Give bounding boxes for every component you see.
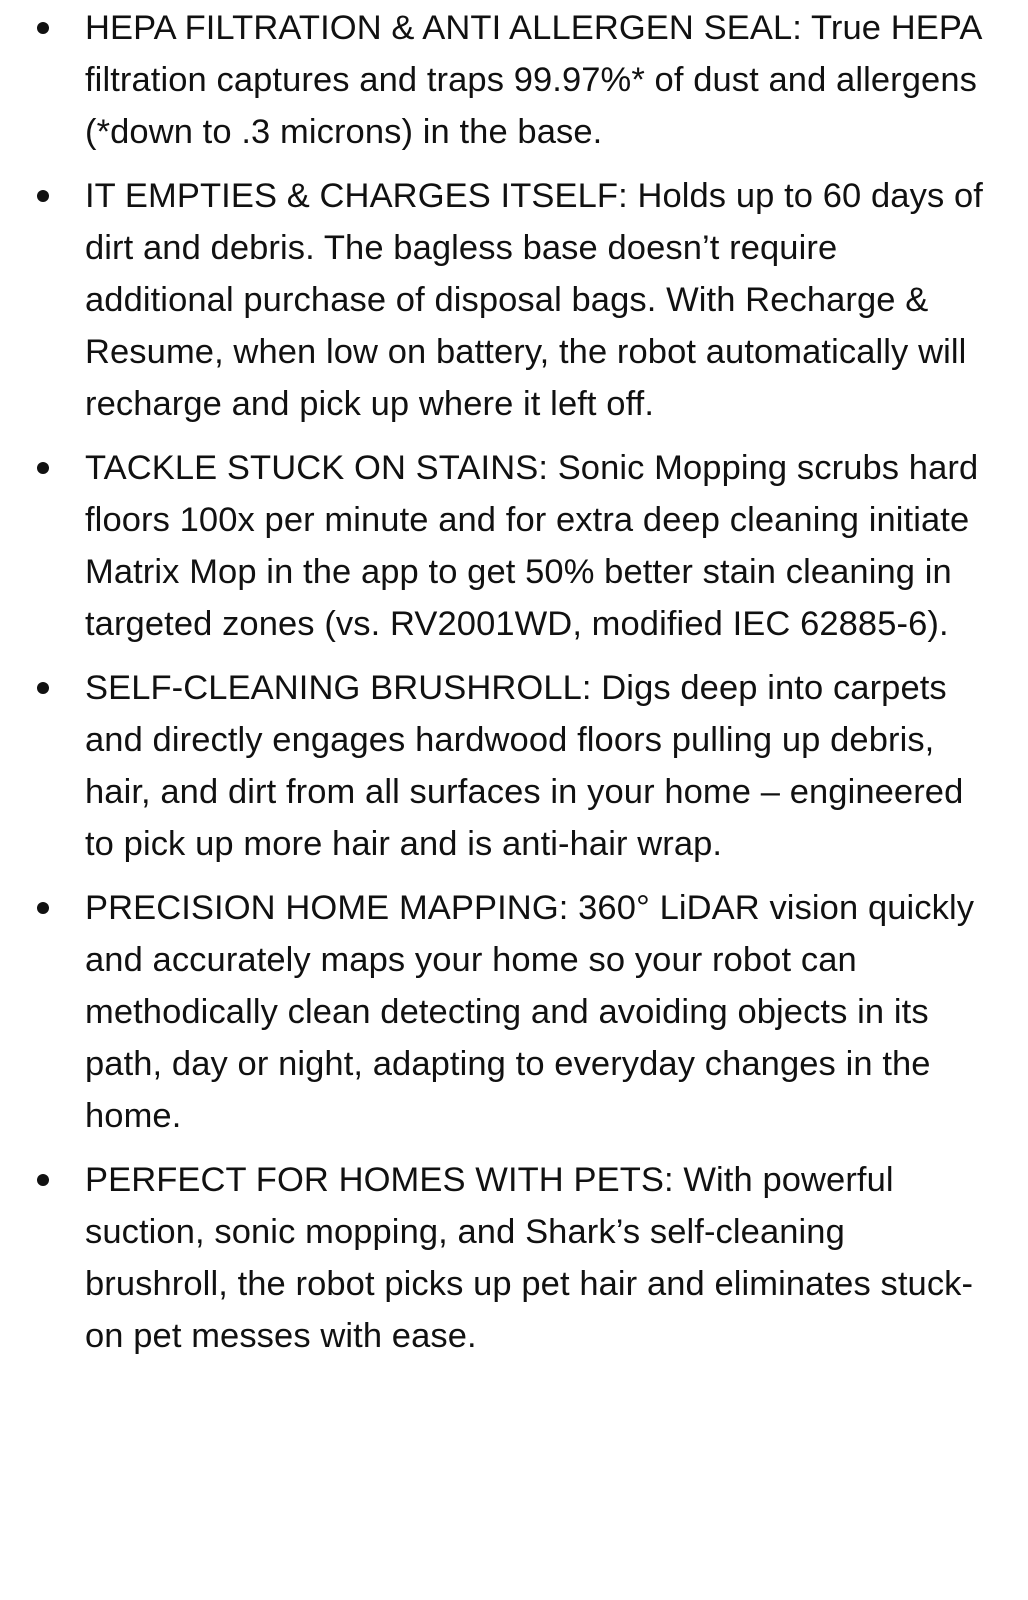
feature-text: PRECISION HOME MAPPING: 360° LiDAR vision quickly and accurately maps your home so your robot can methodically clean detecting and avoiding objects in its path, day or night, adapting to everyday changes in the home. <box>85 889 975 1135</box>
feature-item-self-cleaning-brushroll <box>0 662 1028 870</box>
feature-text: IT EMPTIES & CHARGES ITSELF: Holds up to 60 days of dirt and debris. The bagless base doesn’t require additional purchase of disposal bags. With Recharge & Resume, when low on battery, the robot automatically will recharge and pick up where it left off. <box>85 177 983 423</box>
feature-item-hepa-filtration <box>0 2 1028 158</box>
feature-text: HEPA FILTRATION & ANTI ALLERGEN SEAL: True HEPA filtration captures and traps 99.97%* of dust and allergens (*down to .3 microns) in the base. <box>85 9 981 151</box>
feature-item-tackle-stains <box>0 442 1028 650</box>
bullet-icon <box>37 190 49 202</box>
bullet-icon <box>37 22 49 34</box>
feature-item-homes-with-pets <box>0 1154 1028 1362</box>
feature-text: SELF-CLEANING BRUSHROLL: Digs deep into carpets and directly engages hardwood floors pulling up debris, hair, and dirt from all surfaces in your home – engineered to pick up more hair and is anti-hair wrap. <box>85 669 964 863</box>
feature-bullet-list <box>0 2 1028 1362</box>
bullet-icon <box>37 462 49 474</box>
bullet-icon <box>37 682 49 694</box>
feature-item-empties-charges <box>0 170 1028 430</box>
feature-item-home-mapping <box>0 882 1028 1142</box>
feature-text: TACKLE STUCK ON STAINS: Sonic Mopping scrubs hard floors 100x per minute and for extra deep cleaning initiate Matrix Mop in the app to get 50% better stain cleaning in targeted zones (vs. RV2001WD, modified IEC 62885-6). <box>85 449 979 643</box>
bullet-icon <box>37 902 49 914</box>
feature-text: PERFECT FOR HOMES WITH PETS: With powerful suction, sonic mopping, and Shark’s self-cleaning brushroll, the robot picks up pet hair and eliminates stuck-on pet messes with ease. <box>85 1161 974 1355</box>
bullet-icon <box>37 1174 49 1186</box>
